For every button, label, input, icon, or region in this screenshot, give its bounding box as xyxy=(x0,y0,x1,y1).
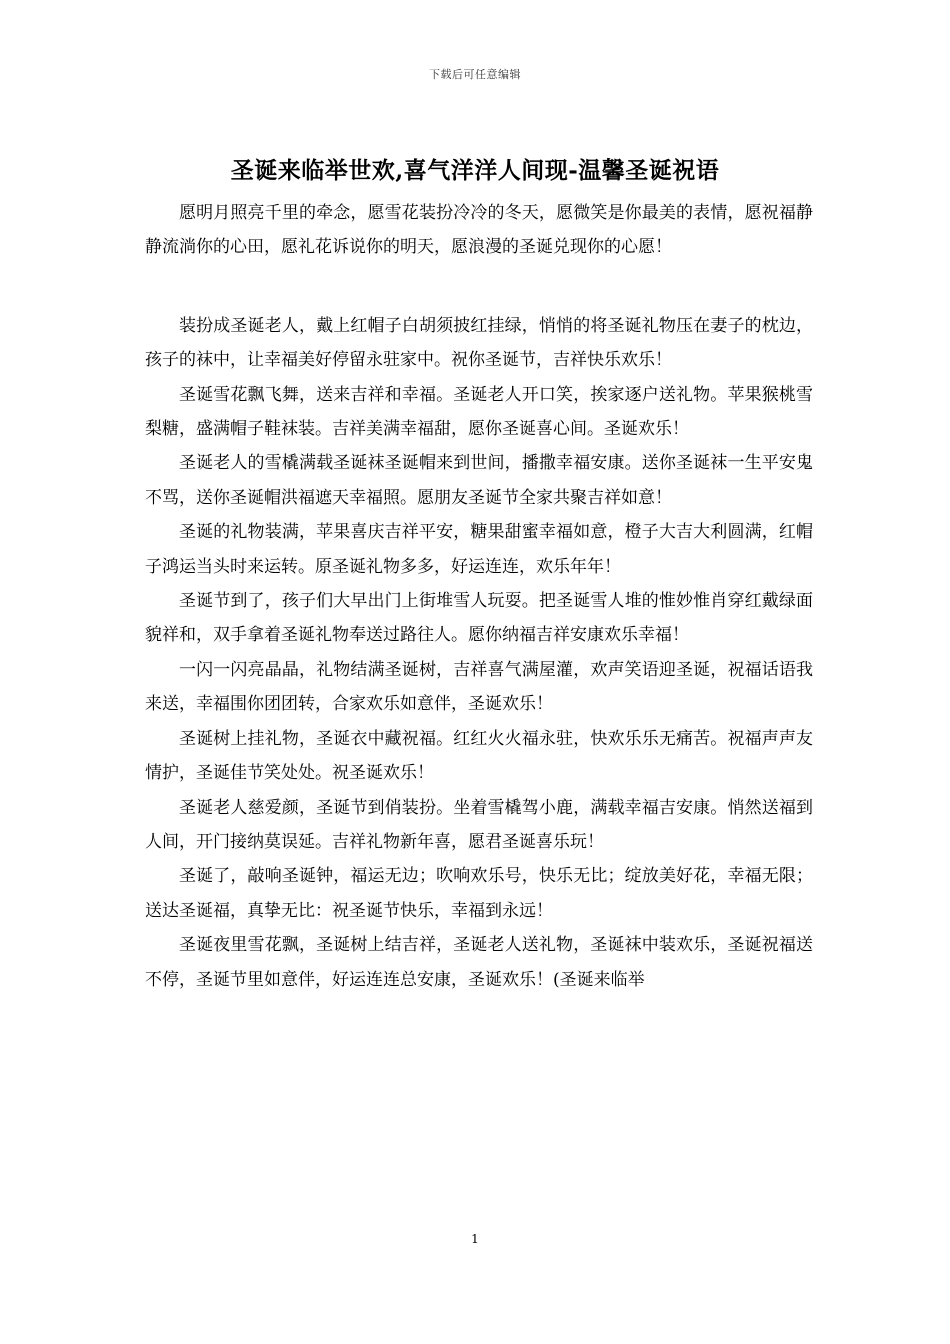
document-body xyxy=(145,196,813,997)
paragraph: 圣诞老人的雪橇满载圣诞袜圣诞帽来到世间，播撒幸福安康。送你圣诞袜一生平安鬼不骂，送你圣诞帽洪福遮天幸福照。愿朋友圣诞节全家共聚吉祥如意！ xyxy=(145,453,813,508)
paragraph: 圣诞节到了，孩子们大早出门上街堆雪人玩耍。把圣诞雪人堆的惟妙惟肖穿红戴绿面貌祥和，双手拿着圣诞礼物奉送过路往人。愿你纳福吉祥安康欢乐幸福！ xyxy=(145,591,813,646)
header-note: 下载后可任意编辑 xyxy=(429,68,521,81)
paragraph: 圣诞树上挂礼物，圣诞衣中藏祝福。红红火火福永驻，快欢乐乐无痛苦。祝福声声友情护，圣诞佳节笑处处。祝圣诞欢乐！ xyxy=(145,728,813,784)
paragraph: 圣诞雪花飘飞舞，送来吉祥和幸福。圣诞老人开口笑，挨家逐户送礼物。苹果猴桃雪梨糖，盛满帽子鞋袜装。吉祥美满幸福甜，愿你圣诞喜心间。圣诞欢乐！ xyxy=(145,384,813,440)
paragraph: 愿明月照亮千里的牵念，愿雪花装扮冷冷的冬天，愿微笑是你最美的表情，愿祝福静静流淌你的心田，愿礼花诉说你的明天，愿浪漫的圣诞兑现你的心愿！ xyxy=(145,203,813,258)
document-title: 圣诞来临举世欢,喜气洋洋人间现-温馨圣诞祝语 xyxy=(230,157,720,184)
page-number: 1 xyxy=(471,1232,479,1246)
paragraph-gap xyxy=(145,265,813,309)
paragraph: 一闪一闪亮晶晶，礼物结满圣诞树，吉祥喜气满屋灌，欢声笑语迎圣诞，祝福话语我来送，幸福围你团团转，合家欢乐如意伴，圣诞欢乐！ xyxy=(145,659,813,715)
paragraph: 圣诞的礼物装满，苹果喜庆吉祥平安，糖果甜蜜幸福如意，橙子大吉大利圆满，红帽子鸿运当头时来运转。原圣诞礼物多多，好运连连，欢乐年年！ xyxy=(145,522,813,577)
paragraph: 装扮成圣诞老人，戴上红帽子白胡须披红挂绿，悄悄的将圣诞礼物压在妻子的枕边，孩子的袜中，让幸福美好停留永驻家中。祝你圣诞节，吉祥快乐欢乐！ xyxy=(145,315,813,371)
paragraph: 圣诞了，敲响圣诞钟，福运无边；吹响欢乐号，快乐无比；绽放美好花，幸福无限；送达圣诞福，真挚无比：祝圣诞节快乐，幸福到永远！ xyxy=(145,866,813,921)
paragraph: 圣诞夜里雪花飘，圣诞树上结吉祥，圣诞老人送礼物，圣诞袜中装欢乐，圣诞祝福送不停，圣诞节里如意伴，好运连连总安康，圣诞欢乐！(圣诞来临举 xyxy=(145,935,813,990)
paragraph: 圣诞老人慈爱颜，圣诞节到俏装扮。坐着雪橇驾小鹿，满载幸福吉安康。悄然送福到人间，开门接纳莫误延。吉祥礼物新年喜，愿君圣诞喜乐玩！ xyxy=(145,797,813,852)
